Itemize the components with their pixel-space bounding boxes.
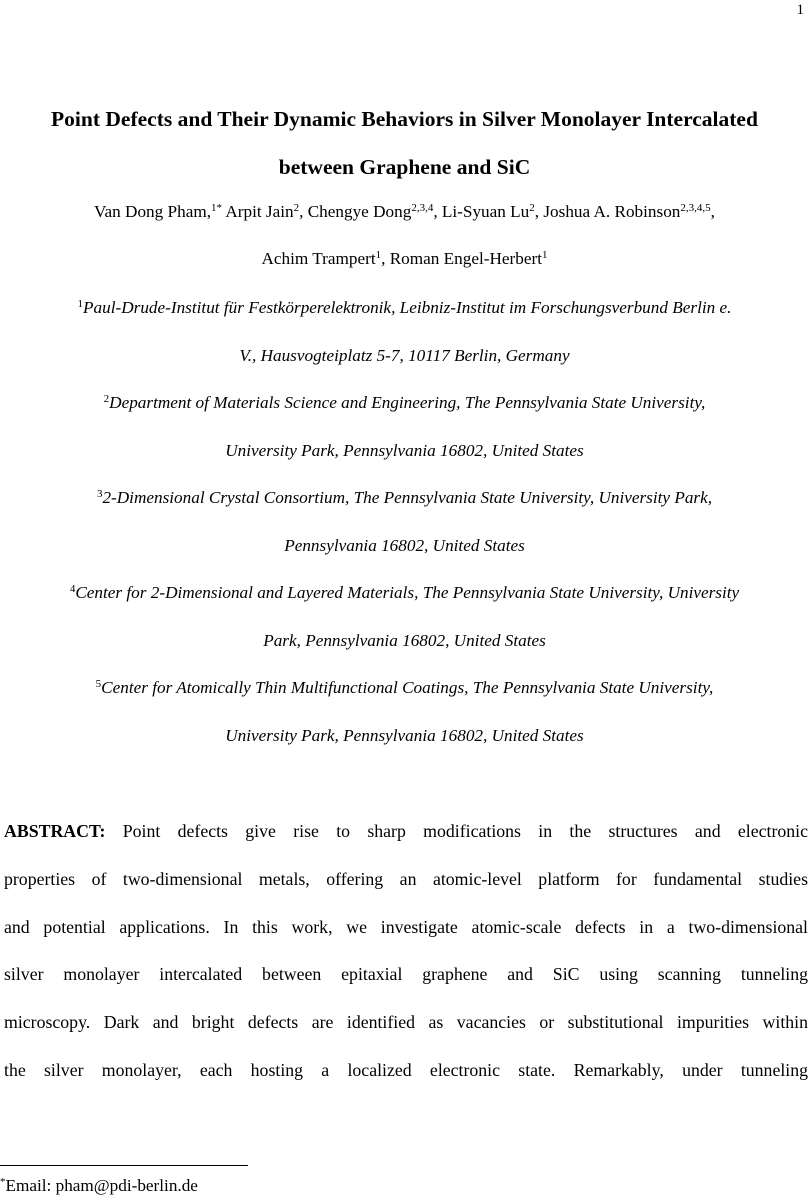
affiliation-mark: 4 bbox=[69, 583, 76, 595]
abstract bbox=[4, 808, 808, 1095]
affiliation-mark: 1 bbox=[77, 298, 84, 310]
abstract-line: properties of two-dimensional metals, offering an atomic-level platform for fundamental studies bbox=[4, 868, 808, 889]
footnote-mark: * bbox=[0, 1176, 6, 1188]
author-list bbox=[0, 188, 809, 282]
author-affil-mark: 1* bbox=[211, 202, 222, 214]
author-name: , Joshua A. Robinson bbox=[534, 202, 681, 221]
title-line: between Graphene and SiC bbox=[278, 155, 531, 179]
title-line: Point Defects and Their Dynamic Behaviors in Silver Monolayer Intercalated bbox=[51, 107, 758, 131]
author-line bbox=[0, 188, 809, 235]
author-affil-mark: 2,3,4,5 bbox=[680, 202, 711, 214]
affiliation-line: University Park, Pennsylvania 16802, United States bbox=[225, 440, 584, 460]
affiliation-text: Center for Atomically Thin Multifunctional Coatings, The Pennsylvania State University, bbox=[101, 678, 714, 697]
footnote-rule bbox=[0, 1165, 248, 1166]
author-affil-mark: 2,3,4 bbox=[411, 202, 434, 214]
author-line bbox=[0, 235, 809, 282]
affiliation-line bbox=[0, 284, 809, 332]
abstract-text: Point defects give rise to sharp modifications in the structures and electronic bbox=[105, 821, 808, 841]
affiliation-line bbox=[0, 569, 809, 617]
affiliation-line: V., Hausvogteiplatz 5-7, 10117 Berlin, Germany bbox=[239, 345, 570, 365]
affiliation-list bbox=[0, 284, 809, 759]
author-name: , Li-Syuan Lu bbox=[433, 202, 530, 221]
abstract-line: and potential applications. In this work, we investigate atomic-scale defects in a two-dimensional bbox=[4, 916, 808, 937]
affiliation-text: Department of Materials Science and Engineering, The Pennsylvania State University, bbox=[109, 393, 706, 412]
affiliation-mark: 3 bbox=[96, 488, 103, 500]
affiliation-text: Center for 2-Dimensional and Layered Materials, The Pennsylvania State University, University bbox=[75, 583, 740, 602]
affiliation-mark: 2 bbox=[103, 393, 110, 405]
author-affil-mark: 2 bbox=[293, 202, 300, 214]
author-affil-mark: 1 bbox=[375, 249, 382, 261]
author-separator: , bbox=[710, 202, 715, 221]
footnote bbox=[0, 1176, 198, 1196]
affiliation-line bbox=[0, 379, 809, 427]
affiliation-text: 2-Dimensional Crystal Consortium, The Pennsylvania State University, University Park, bbox=[102, 488, 713, 507]
author-name: , Chengye Dong bbox=[299, 202, 412, 221]
affiliation-mark: 5 bbox=[95, 678, 102, 690]
abstract-line: the silver monolayer, each hosting a localized electronic state. Remarkably, under tunneling bbox=[4, 1059, 808, 1080]
abstract-label: ABSTRACT: bbox=[4, 821, 106, 841]
author-name: Achim Trampert bbox=[261, 249, 376, 268]
affiliation-text: Paul-Drude-Institut für Festkörperelektronik, Leibniz-Institut im Forschungsverbund Berlin e. bbox=[83, 298, 732, 317]
abstract-line: microscopy. Dark and bright defects are identified as vacancies or substitutional impurities within bbox=[4, 1012, 808, 1033]
author-name: Van Dong Pham, bbox=[94, 202, 211, 221]
affiliation-line: Park, Pennsylvania 16802, United States bbox=[263, 630, 546, 650]
affiliation-line: University Park, Pennsylvania 16802, United States bbox=[225, 725, 584, 745]
page-number: 1 bbox=[796, 2, 804, 18]
affiliation-line bbox=[0, 664, 809, 712]
affiliation-line: Pennsylvania 16802, United States bbox=[284, 535, 525, 555]
author-affil-mark: 2 bbox=[529, 202, 535, 214]
abstract-line: silver monolayer intercalated between epitaxial graphene and SiC using scanning tunneling bbox=[4, 964, 808, 985]
footnote-email[interactable]: Email: pham@pdi-berlin.de bbox=[5, 1176, 198, 1195]
author-affil-mark: 1 bbox=[541, 249, 548, 261]
author-name: , Roman Engel-Herbert bbox=[381, 249, 542, 268]
author-name: Arpit Jain bbox=[222, 202, 294, 221]
abstract-line bbox=[4, 808, 808, 856]
paper-title bbox=[0, 95, 809, 191]
affiliation-line bbox=[0, 474, 809, 522]
